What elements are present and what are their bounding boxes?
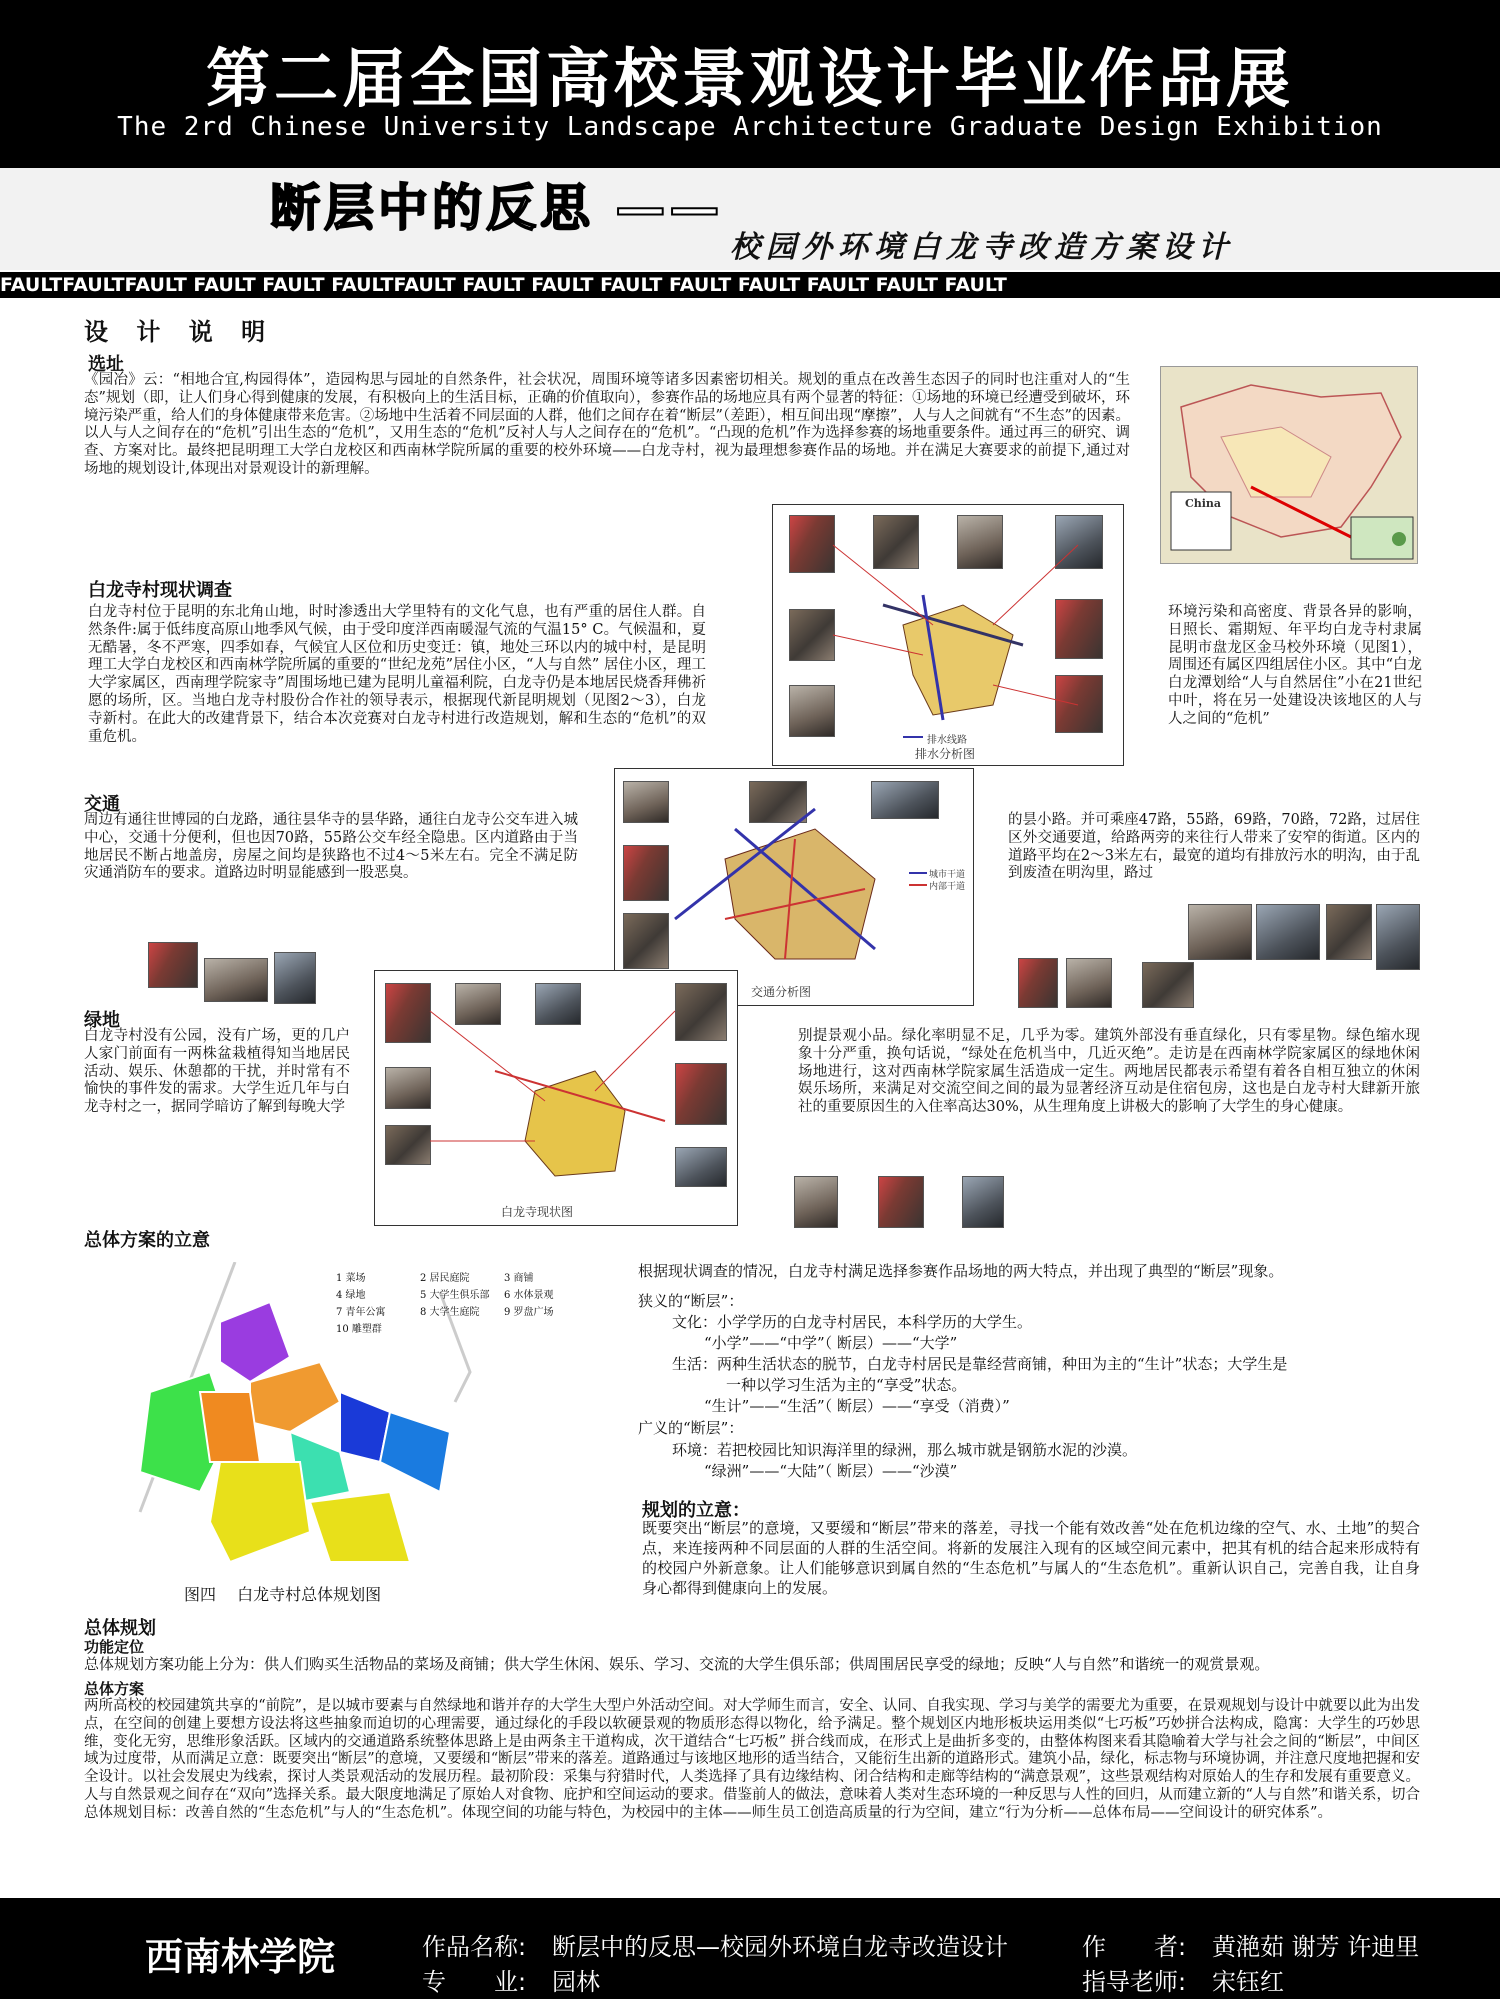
project-subtitle: 校园外环境白龙寺改造方案设计	[730, 230, 1234, 265]
status-map-panel	[374, 970, 738, 1226]
traffic-photo	[1376, 904, 1420, 970]
traffic-photo	[204, 958, 268, 1002]
status-caption: 白龙寺现状图	[501, 1205, 574, 1219]
broad-heading: 广义的“断层”：	[638, 1419, 744, 1437]
work-label: 作品名称:	[422, 1933, 527, 1961]
plan-legend-item: 8 大学生庭院	[420, 1307, 480, 1318]
concept-heading: 总体方案的立意	[84, 1230, 210, 1251]
green-photo	[794, 1176, 838, 1228]
traffic-text-right: 的昙小路。并可乘座47路，55路，69路，70路，72路，过居住区外交通要道，给路两旁的来往行人带来了安窄的街道。区内的道路平均在2～3米左右，最宽的道均有排放污水的明沟，由于乱到废渣在明沟里，路过	[1008, 812, 1420, 882]
site-text: 《园冶》云：“相地合宜,构园得体”，造园构思与园址的自然条件，社会状况，周围环境等诸多因素密切相关。规划的重点在改善生态因子的同时也注重对人的“生态”规划（即，让人们身心得到健康的发展，有积极向上的生活目标，正确的价值取向），参赛作品的场地应具有两个显著的特征：①场地的环境已经遭受到破坏，环境污染严重，给人们的身体健康带来危害。②场地中生活着不同层面的人群，他们之间存在着“断层”（差距），相互间出现“摩擦”，人与人之间就有“不生态”的因素。以人与人之间存在的“危机”引出生态的“危机”，又用生态的“危机”反衬人与人之间存在的“危机”。“凸现的危机”作为选择参赛的场地重要条件。通过再三的研究、调查、方案对比。最终把昆明理工大学白龙校区和西南林学院所属的重要的校外环境——白龙寺村，视为最理想参赛作品的场地。并在满足大赛要求的前提下,通过对场地的规划设计,体现出对景观设计的新理解。	[84, 372, 1130, 477]
site-heading: 选址	[88, 354, 124, 375]
plan-legend-item: 7 青年公寓	[336, 1307, 386, 1318]
concept-intro: 根据现状调查的情况，白龙寺村满足选择参赛作品场地的两大特点，并出现了典型的“断层”现象。	[638, 1262, 1284, 1280]
design-heading: 设 计 说 明	[84, 317, 276, 346]
advisor: 宋钰红	[1212, 1968, 1284, 1996]
drainage-map-graphic	[773, 505, 1123, 765]
green-photo	[962, 1176, 1004, 1228]
traffic-photo	[1326, 904, 1372, 960]
green-photo	[878, 1176, 924, 1228]
work-name: 断层中的反思—校园外环境白龙寺改造设计	[552, 1933, 1008, 1961]
env-line: 环境：若把校园比知识海洋里的绿洲，那么城市就是钢筋水泥的沙漠。	[672, 1441, 1138, 1459]
life-line: 生活：两种生活状态的脱节，白龙寺村居民是靠经营商铺，种田为主的“生计”状态；大学生是	[672, 1355, 1288, 1373]
master-plan-panel	[110, 1262, 576, 1606]
traffic-legend-city: 城市干道	[929, 870, 966, 880]
school-name: 西南林学院	[145, 1935, 336, 1979]
scheme-heading: 总体方案	[84, 1680, 145, 1698]
plan-legend	[336, 1270, 576, 1338]
traffic-legend-internal: 内部干道	[929, 882, 966, 892]
plan-legend-item: 9 罗盘广场	[504, 1307, 554, 1318]
plan-concept-text: 既要突出“断层”的意境，又要缓和“断层”带来的落差，寻找一个能有效改善“处在危机边缘的空气、水、土地”的契合点，来连接两种不同层面的人群的生活空间。将新的发展注入现有的区域空间元素中，把其有机的结合起来形成特有的校园户外新意象。让人们能够意识到属自然的“生态危机”与属人的“生态危机”。重新认识自己，完善自我，让自身身心都得到健康向上的发展。	[642, 1519, 1420, 1597]
drainage-caption: 排水分析图	[915, 747, 976, 761]
life-line-2: 一种以学习生活为主的“享受”状态。	[726, 1376, 967, 1394]
plan-caption: 图四 白龙寺村总体规划图	[184, 1585, 382, 1604]
project-title: 断层中的反思 ——	[270, 179, 724, 237]
traffic-photo	[1188, 904, 1252, 960]
author-label: 作 者:	[1082, 1933, 1187, 1961]
overall-heading: 总体规划	[84, 1618, 156, 1639]
drainage-legend: 排水线路	[927, 735, 967, 746]
traffic-photo	[1066, 958, 1112, 1008]
drainage-map-panel	[772, 504, 1124, 766]
survey-text-right: 环境污染和高密度、背景各异的影响，日照长、霜期短、年平均白龙寺村隶属昆明市盘龙区金马校外环境（见图1），周围还有属区四组居住小区。其中“白龙白龙潭划给“人与自然居住”小在21世纪中叶，将在另一处建设决该地区的人与人之间的“危机”	[1168, 604, 1422, 727]
plan-legend-item: 5 大学生俱乐部	[420, 1290, 490, 1301]
traffic-photo	[1018, 958, 1058, 1008]
plan-legend-item: 3 商铺	[504, 1273, 534, 1284]
function-heading: 功能定位	[84, 1638, 145, 1656]
exhibition-subtitle: The 2rd Chinese University Landscape Architecture Graduate Design Exhibition	[117, 112, 1383, 142]
major: 园林	[552, 1968, 600, 1996]
advisor-label: 指导老师:	[1082, 1968, 1187, 1996]
major-label: 专 业:	[422, 1968, 527, 1996]
fault-band: FAULTFAULTFAULT FAULT FAULT FAULTFAULT FAULT FAULT FAULT FAULT FAULT FAULT FAULT FAULT	[0, 272, 1500, 298]
life-chain: “生计”——“生活”（ 断层）——“享受（消费）”	[704, 1397, 1010, 1415]
function-text: 总体规划方案功能上分为：供人们购买生活物品的菜场及商铺；供大学生休闲、娱乐、学习、交流的大学生俱乐部；供周围居民享受的绿地；反映“人与自然”和谐统一的观赏景观。	[84, 1655, 1270, 1673]
plan-concept-heading: 规划的立意：	[642, 1500, 750, 1521]
traffic-photo	[1256, 904, 1320, 960]
traffic-photo	[274, 952, 316, 1004]
narrow-heading: 狭义的“断层”：	[638, 1292, 744, 1310]
map-china-label: China	[1185, 497, 1222, 510]
traffic-heading: 交通	[84, 794, 120, 815]
traffic-caption: 交通分析图	[751, 985, 812, 999]
authors: 黄滟茹 谢芳 许迪里	[1212, 1933, 1420, 1961]
plan-legend-item: 6 水体景观	[504, 1290, 554, 1301]
plan-legend-item: 10 雕塑群	[336, 1324, 382, 1335]
green-heading: 绿地	[84, 1010, 120, 1031]
culture-line: 文化：小学学历的白龙寺村居民，本科学历的大学生。	[672, 1313, 1033, 1331]
plan-legend-item: 2 居民庭院	[420, 1273, 470, 1284]
traffic-photo	[1142, 962, 1194, 1008]
green-text: 白龙寺村没有公园，没有广场，更的几户人家门前面有一两株盆栽植得知当地居民活动、娱乐、休憩都的干扰，并时常有不愉快的事件发的需求。大学生近几年与白龙寺村之一，据同学暗访了解到每晚大学	[84, 1028, 350, 1116]
survey-text: 白龙寺村位于昆明的东北角山地，时时渗透出大学里特有的文化气息，也有严重的居住人群。自然条件:属于低纬度高原山地季风气候，由于受印度洋西南暖湿气流的气温15° C。气候温和，夏无酷暑，冬不严寒，四季如春，气候宜人区位和历史变迁：镇，地处三环以内的城中村，是昆明理工大学白龙校区和西南林学院所属的重要的“世纪龙苑”居住小区，“人与自然” 居住小区，理工大学家属区，西南理学院家寺”周围场地已建为昆明儿童福利院，白龙寺仍是本地居民烧香拜佛祈愿的场所，区。当地白龙寺村股份合作社的领导表示，根据现代新昆明规划（见图2～3），白龙寺新村。在此大的改建背景下，结合本次竞赛对白龙寺村进行改造规划，解和生态的“危机”的双重危机。	[88, 604, 706, 745]
culture-chain: “小学”——“中学”（ 断层）——“大学”	[704, 1334, 958, 1352]
exhibition-title: 第二届全国高校景观设计毕业作品展	[206, 43, 1294, 117]
env-chain: “绿洲”——“大陆”（ 断层）——“沙漠”	[704, 1462, 958, 1480]
location-map-graphic	[1161, 367, 1417, 563]
green-text-right: 别提景观小品。绿化率明显不足，几乎为零。建筑外部没有垂直绿化，只有零星物。绿色缩水现象十分严重，换句话说，“绿处在危机当中，几近灭绝”。走访是在西南林学院家属区的绿地休闲场地进行，这对西南林学院家属生活造成一定生。两地居民都表示希望有着各自相互独立的休闲娱乐场所，来满足对交流空间之间的最为显著经济互动是住宿包房，这也是白龙寺村大肆新开旅社的重要原因生的入住率高达30%，从生理角度上讲极大的影响了大学生的身心健康。	[798, 1028, 1420, 1116]
survey-heading: 白龙寺村现状调查	[88, 580, 232, 601]
traffic-photo	[148, 942, 198, 988]
status-map-graphic	[375, 971, 737, 1225]
traffic-text: 周边有通往世博园的白龙路，通往昙华寺的昙华路，通往白龙寺公交车进入城中心，交通十分便利，但也因70路，55路公交车经全隐患。区内道路由于当地居民不断占地盖房，房屋之间均是狭路也不过4～5米左右。完全不满足防灾通消防车的要求。道路边时明显能感到一股恶臭。	[84, 812, 578, 882]
scheme-text: 两所高校的校园建筑共享的“前院”，是以城市要素与自然绿地和谐并存的大学生大型户外活动空间。对大学师生而言，安全、认同、自我实现、学习与美学的需要尤为重要，在景观规划与设计中就要以此为出发点，在空间的创建上要想方设法将这些抽象而迫切的心理需要，通过绿化的手段以软硬景观的物质形态得以物化，给予满足。整个规划区内地形板块运用类似“七巧板”巧妙拼合法构成，隐寓：大学生的巧妙思维，变化无穷，思维形象活跃。区域内的交通道路系统整体思路上是由两条主干道构成，次干道结合“七巧板” 拼合线而成，在形式上是曲折多变的，由整体构图来看其隐喻着大学与社会之间的“断层”，中间区域为过度带，从而满足立意：既要突出“断层”的意境，又要缓和“断层”带来的落差。道路通过与该地区地形的适当结合，又能衍生出新的道路形式。建筑小品，绿化，标志物与环境协调，并注意尺度地把握和安全设计。以社会发展史为线索，探讨人类景观活动的发展历程。最初阶段：采集与狩猎时代，人类选择了具有边缘结构、闭合结构和走廊等结构的“满意景观”，这些景观结构对原始人的生存和发展有重要意义。人与自然景观之间存在“双向”选择关系。最大限度地满足了原始人对食物、庇护和空间运动的要求。借鉴前人的做法，意味着人类对生态环境的一种反思与人性的回归，从而建立新的“人与自然”和谐关系，切合总体规划目标：改善自然的“生态危机”与人的“生态危机”。体现空间的功能与特色，为校园中的主体——师生员工创造高质量的行为空间，建立“行为分析——总体布局——空间设计的研究体系”。	[84, 1698, 1420, 1821]
location-map	[1160, 366, 1418, 564]
plan-legend-item: 1 菜场	[336, 1273, 366, 1284]
plan-legend-item: 4 绿地	[336, 1290, 366, 1301]
